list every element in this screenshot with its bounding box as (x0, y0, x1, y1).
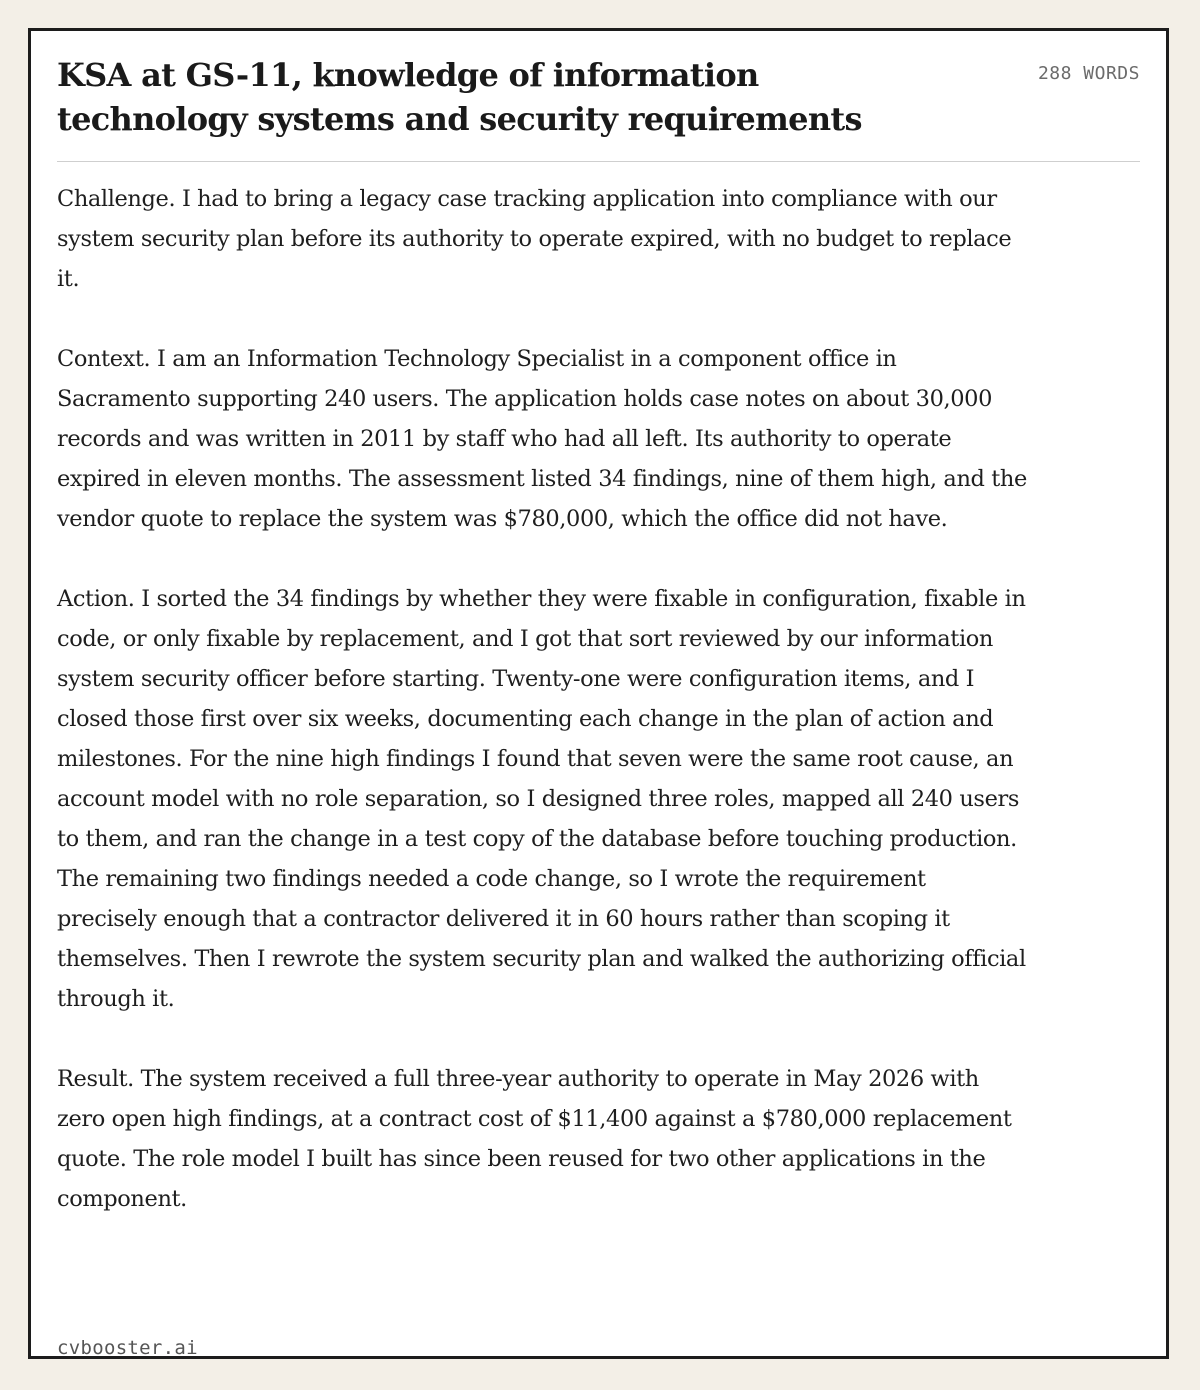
paragraph-context: Context. I am an Information Technology Specialist in a component office in Sacramento supporting 240 users. The application holds case notes on about 30,000 records and was written in 2011 by staff who had all left. Its authority to operate expired in eleven months. The assessment listed 34 findings, nine of them high, and the vendor quote to replace the system was $780,000, which the office did not have. (57, 346, 1027, 532)
paragraph-challenge: Challenge. I had to bring a legacy case tracking application into compliance with our system security plan before its authority to operate expired, with no budget to replace it. (57, 186, 1012, 292)
ksa-card (28, 28, 1169, 1359)
paragraph-result: Result. The system received a full three-year authority to operate in May 2026 with zero open high findings, at a contract cost of $11,400 against a $780,000 replacement quote. The role model I built has since been reused for two other applications in the component. (57, 1066, 1012, 1212)
word-count-badge: 288 WORDS (1037, 63, 1140, 84)
paragraph-action: Action. I sorted the 34 findings by whether they were fixable in configuration, fixable in code, or only fixable by replacement, and I got that sort reviewed by our information system security officer before starting. Twenty-one were configuration items, and I closed those first over six weeks, documenting each change in the plan of action and milestones. For the nine high findings I found that seven were the same root cause, an account model with no role separation, so I designed three roles, mapped all 240 users to them, and ran the change in a test copy of the database before touching production. The remaining two findings needed a code change, so I wrote the requirement precisely enough that a contractor delivered it in 60 hours rather than scoping it themselves. Then I rewrote the system security plan and walked the authorizing official through it. (57, 586, 1026, 1012)
footer-brand: cvbooster.ai (57, 1337, 198, 1359)
card-header (57, 53, 1140, 162)
page-title: KSA at GS-11, knowledge of information technology systems and security requirements (57, 56, 862, 138)
ksa-body (57, 179, 1027, 1219)
